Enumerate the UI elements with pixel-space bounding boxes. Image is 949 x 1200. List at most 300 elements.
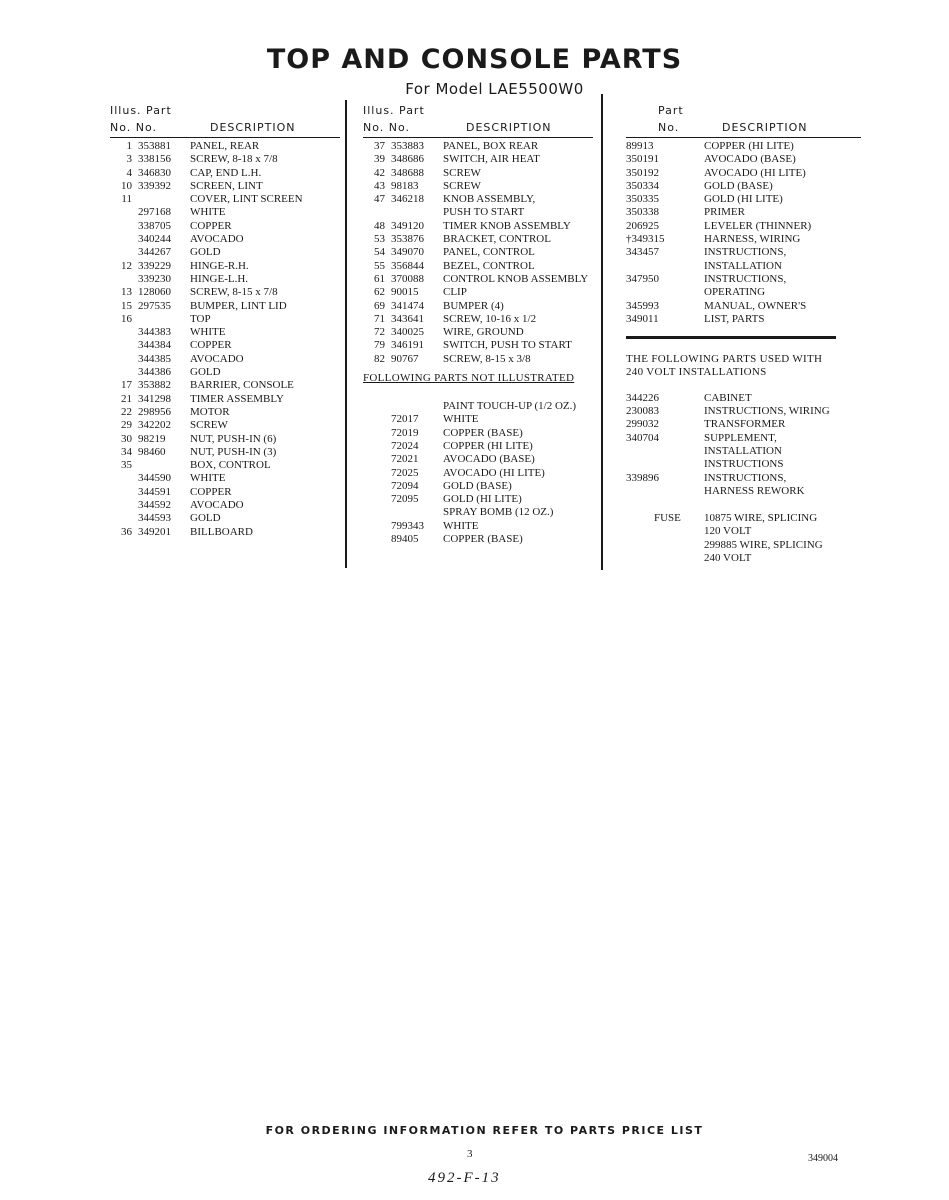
description: GOLD (HI LITE) [704, 193, 783, 206]
description: MOTOR [190, 405, 230, 418]
description: COPPER (HI LITE) [443, 439, 533, 452]
illus-no: 1 [126, 140, 132, 152]
table-row [626, 260, 861, 273]
page-subtitle: For Model LAE5500W0 [405, 80, 584, 98]
parts-column-2 [363, 104, 593, 546]
volt240-heading-line2: 240 VOLT INSTALLATIONS [626, 366, 767, 379]
table-row [110, 339, 340, 352]
table-row [626, 273, 861, 286]
description: COPPER [190, 339, 232, 352]
header-description: DESCRIPTION [466, 121, 552, 134]
table-row [363, 413, 593, 426]
part-no: 348686 [391, 153, 424, 166]
part-no: 341474 [391, 299, 424, 312]
description: PRIMER [704, 206, 745, 219]
part-no: 350335 [626, 193, 659, 206]
illus-no: 10 [121, 179, 132, 192]
description: CAP, END L.H. [190, 166, 262, 179]
description: AVOCADO [190, 499, 244, 512]
volt240-heading [626, 353, 861, 380]
table-row [363, 440, 593, 453]
illus-no: 53 [374, 233, 385, 246]
illus-no: 61 [374, 272, 385, 285]
illus-no: 37 [374, 140, 385, 152]
illus-no: 17 [121, 379, 132, 392]
part-no: 348688 [391, 166, 424, 179]
description: AVOCADO (BASE) [704, 153, 796, 166]
part-no: 344593 [138, 512, 171, 525]
part-no: 297168 [138, 206, 171, 219]
part-no: 344384 [138, 339, 171, 352]
table-row [110, 499, 340, 512]
part-no: 90767 [391, 352, 419, 365]
part-no: 344591 [138, 485, 171, 498]
table-row [363, 193, 593, 206]
description: COPPER (BASE) [443, 533, 523, 546]
table-row [626, 233, 861, 246]
part-no: 344226 [626, 391, 659, 404]
table-row [363, 326, 593, 339]
part-no: 206925 [626, 219, 659, 232]
table-row [110, 233, 340, 246]
header-description: DESCRIPTION [210, 121, 296, 134]
part-no: 353882 [138, 379, 171, 392]
description: HINGE-L.H. [190, 272, 249, 285]
description: INSTRUCTIONS, WIRING [704, 405, 830, 418]
table-row [626, 246, 861, 259]
header-description: DESCRIPTION [722, 121, 808, 134]
description: INSTALLATION [704, 444, 782, 457]
description: BOX, CONTROL [190, 459, 271, 472]
part-no: 128060 [138, 286, 171, 299]
table-row [110, 326, 340, 339]
illus-no: 47 [374, 193, 385, 206]
table-row [363, 140, 593, 153]
description: INSTRUCTIONS, [704, 471, 787, 484]
description: WHITE [443, 413, 479, 426]
part-no: 353883 [391, 140, 424, 152]
description: COPPER (BASE) [443, 426, 523, 439]
description: SCREW [443, 179, 481, 192]
part-no: 339896 [626, 471, 659, 484]
part-no: 356844 [391, 259, 424, 272]
description: HARNESS, WIRING [704, 233, 801, 246]
header-no: No. [658, 121, 680, 134]
header-rule [626, 137, 861, 138]
description: NUT, PUSH-IN (6) [190, 432, 277, 445]
table-row [363, 206, 593, 219]
illus-no: 35 [121, 459, 132, 472]
part-no: 346191 [391, 339, 424, 352]
part-no: 344386 [138, 366, 171, 379]
table-row [110, 419, 340, 432]
volt240-heading-line1: THE FOLLOWING PARTS USED WITH [626, 353, 823, 366]
header-no-no: No. No. [110, 121, 158, 134]
table-row [626, 405, 861, 418]
description: INSTALLATION [704, 259, 782, 272]
table-row [110, 313, 340, 326]
part-no: †349315 [626, 233, 665, 246]
illus-no: 55 [374, 259, 385, 272]
part-no: 799343 [391, 519, 424, 532]
description: SCREW [443, 166, 481, 179]
column-header [110, 104, 340, 137]
table-row [363, 467, 593, 480]
description: INSTRUCTIONS, [704, 246, 787, 259]
table-row [110, 153, 340, 166]
table-row [363, 480, 593, 493]
illus-no: 62 [374, 286, 385, 299]
table-row [110, 512, 340, 525]
description: TIMER KNOB ASSEMBLY [443, 219, 571, 232]
description: LEVELER (THINNER) [704, 219, 812, 232]
table-row [110, 472, 340, 485]
table-row [363, 427, 593, 440]
part-no: 344267 [138, 246, 171, 259]
description: WHITE [443, 519, 479, 532]
part-no: 89405 [391, 533, 419, 546]
part-no: 347950 [626, 272, 659, 285]
description: COPPER [190, 485, 232, 498]
description: HINGE-R.H. [190, 259, 249, 272]
description: AVOCADO [190, 352, 244, 365]
illus-no: 15 [121, 299, 132, 312]
table-row [110, 433, 340, 446]
table-row [626, 392, 861, 405]
description: COVER, LINT SCREEN [190, 193, 303, 206]
description: SCREW, 8-15 x 3/8 [443, 352, 531, 365]
part-no: 349011 [626, 312, 659, 325]
part-no: 72094 [391, 479, 419, 492]
description: OPERATING [704, 286, 766, 299]
part-no: 98183 [391, 179, 419, 192]
part-no: 346830 [138, 166, 171, 179]
parts-list [110, 140, 340, 539]
table-row [363, 453, 593, 466]
part-no: 72019 [391, 426, 419, 439]
part-no: 299032 [626, 418, 659, 431]
description: HARNESS REWORK [704, 484, 805, 497]
table-row [363, 246, 593, 259]
table-row [626, 445, 861, 458]
illus-no: 72 [374, 326, 385, 339]
part-no: 345993 [626, 299, 659, 312]
table-row [110, 206, 340, 219]
description: GOLD [190, 366, 221, 379]
table-row [363, 313, 593, 326]
description: SCREW [190, 419, 228, 432]
part-no: 338705 [138, 219, 171, 232]
header-rule [363, 137, 593, 138]
illus-no: 21 [121, 392, 132, 405]
description: TIMER ASSEMBLY [190, 392, 284, 405]
part-no: 349070 [391, 246, 424, 259]
description: BARRIER, CONSOLE [190, 379, 294, 392]
part-no: 90015 [391, 286, 419, 299]
illus-no: 30 [121, 432, 132, 445]
table-row [363, 233, 593, 246]
table-row [363, 533, 593, 546]
part-no: 349120 [391, 219, 424, 232]
parts-column-1 [110, 104, 340, 539]
fuse-line: 240 VOLT [704, 552, 752, 565]
illus-no: 12 [121, 259, 132, 272]
illus-no: 54 [374, 246, 385, 259]
table-row [110, 353, 340, 366]
table-row [110, 366, 340, 379]
part-no: 342202 [138, 419, 171, 432]
part-no: 350191 [626, 153, 659, 166]
table-row [626, 458, 861, 471]
description: INSTRUCTIONS [704, 458, 784, 471]
illus-no: 71 [374, 312, 385, 325]
fuse-line: 10875 WIRE, SPLICING [704, 512, 818, 525]
table-row [110, 526, 340, 539]
illus-no: 13 [121, 286, 132, 299]
table-row [363, 153, 593, 166]
part-no: 98219 [138, 432, 166, 445]
table-row [110, 286, 340, 299]
description: COPPER (HI LITE) [704, 140, 794, 152]
description: WHITE [190, 472, 226, 485]
part-no: 350338 [626, 206, 659, 219]
description: AVOCADO (BASE) [443, 453, 535, 466]
table-row [363, 506, 593, 519]
part-no: 230083 [626, 405, 659, 418]
description: AVOCADO (HI LITE) [443, 466, 545, 479]
page-number: 3 [467, 1148, 473, 1160]
description: BUMPER (4) [443, 299, 504, 312]
part-no: 339229 [138, 259, 171, 272]
document-number: 349004 [808, 1153, 838, 1164]
column-header [626, 104, 861, 137]
part-no: 353881 [138, 140, 171, 152]
table-row [110, 406, 340, 419]
part-no: 72017 [391, 413, 419, 426]
part-no: 72024 [391, 439, 419, 452]
table-row [110, 393, 340, 406]
description: CONTROL KNOB ASSEMBLY [443, 272, 589, 285]
page-title: TOP AND CONSOLE PARTS [266, 44, 683, 75]
description: SCREW, 8-15 x 7/8 [190, 286, 278, 299]
illus-no: 79 [374, 339, 385, 352]
header-part: Part [658, 104, 684, 117]
description: PUSH TO START [443, 206, 525, 219]
parts-list-240-volt [626, 392, 861, 498]
description: SWITCH, AIR HEAT [443, 153, 540, 166]
part-no: 344592 [138, 499, 171, 512]
part-no: 343457 [626, 246, 659, 259]
header-illus-part: Illus. Part [110, 104, 172, 117]
parts-column-3 [626, 104, 861, 565]
description: MANUAL, OWNER'S [704, 299, 807, 312]
part-no: 98460 [138, 445, 166, 458]
description: BUMPER, LINT LID [190, 299, 287, 312]
not-illustrated-heading: FOLLOWING PARTS NOT ILLUSTRATED [363, 372, 575, 385]
part-no: 339230 [138, 272, 171, 285]
part-no: 344590 [138, 472, 171, 485]
part-no: 343641 [391, 312, 424, 325]
description: SPRAY BOMB (12 OZ.) [443, 506, 554, 519]
description: SCREW, 10-16 x 1/2 [443, 312, 537, 325]
illus-no: 3 [126, 153, 132, 166]
description: WHITE [190, 326, 226, 339]
table-row [363, 260, 593, 273]
part-no: 72095 [391, 493, 419, 506]
illus-no: 34 [121, 445, 132, 458]
table-row [626, 432, 861, 445]
table-row [626, 313, 861, 326]
table-row [110, 486, 340, 499]
header-rule [110, 137, 340, 138]
part-no: 346218 [391, 193, 424, 206]
table-row [110, 220, 340, 233]
part-no: 344385 [138, 352, 171, 365]
description: GOLD (BASE) [443, 479, 512, 492]
illus-no: 36 [121, 525, 132, 538]
description: BILLBOARD [190, 525, 253, 538]
illus-no: 39 [374, 153, 385, 166]
description: SWITCH, PUSH TO START [443, 339, 572, 352]
illus-no: 42 [374, 166, 385, 179]
table-row [110, 459, 340, 472]
illus-no: 48 [374, 219, 385, 232]
part-no: 89913 [626, 140, 654, 152]
table-row [626, 193, 861, 206]
description: SCREEN, LINT [190, 179, 263, 192]
part-no: 297535 [138, 299, 171, 312]
section-rule [626, 336, 836, 339]
parts-list [626, 140, 861, 326]
part-no: 298956 [138, 405, 171, 418]
table-row [626, 220, 861, 233]
table-row [110, 379, 340, 392]
fuse-line: 120 VOLT [704, 525, 752, 538]
description: NUT, PUSH-IN (3) [190, 445, 277, 458]
description: PANEL, CONTROL [443, 246, 535, 259]
description: WIRE, GROUND [443, 326, 524, 339]
table-row [363, 220, 593, 233]
column-divider [345, 100, 347, 568]
table-row [626, 472, 861, 485]
table-row [626, 180, 861, 193]
part-no: 353876 [391, 233, 424, 246]
description: AVOCADO (HI LITE) [704, 166, 806, 179]
table-row [363, 353, 593, 366]
column-divider [601, 94, 603, 570]
table-row [110, 167, 340, 180]
ordering-footer: FOR ORDERING INFORMATION REFER TO PARTS PRICE LIST [265, 1124, 704, 1137]
table-row [110, 246, 340, 259]
description: KNOB ASSEMBLY, [443, 193, 536, 206]
description: BRACKET, CONTROL [443, 233, 551, 246]
description: GOLD (HI LITE) [443, 493, 522, 506]
illus-no: 22 [121, 405, 132, 418]
fuse-label: FUSE [654, 512, 681, 525]
part-no: 72021 [391, 453, 419, 466]
handwritten-note: 492-F-13 [428, 1170, 501, 1186]
table-row [363, 520, 593, 533]
table-row [363, 286, 593, 299]
illus-no: 43 [374, 179, 385, 192]
table-row [110, 180, 340, 193]
column-header [363, 104, 593, 137]
description: PANEL, BOX REAR [443, 140, 539, 152]
part-no: 349201 [138, 525, 171, 538]
table-row [363, 300, 593, 313]
part-no: 338156 [138, 153, 171, 166]
fuse-line: 299885 WIRE, SPLICING [704, 538, 823, 551]
description: PANEL, REAR [190, 140, 260, 152]
table-row [363, 339, 593, 352]
description: GOLD [190, 512, 221, 525]
description: PAINT TOUCH-UP (1/2 OZ.) [443, 400, 577, 413]
description: AVOCADO [190, 233, 244, 246]
description: COPPER [190, 219, 232, 232]
table-row [626, 485, 861, 498]
description: TOP [190, 312, 211, 325]
table-row [626, 167, 861, 180]
description: GOLD [190, 246, 221, 259]
table-row [363, 180, 593, 193]
part-no: 350334 [626, 179, 659, 192]
part-no: 340025 [391, 326, 424, 339]
table-row [626, 286, 861, 299]
part-no: 341298 [138, 392, 171, 405]
part-no: 340244 [138, 233, 171, 246]
illus-no: 16 [121, 312, 132, 325]
parts-list [363, 140, 593, 366]
part-no: 339392 [138, 179, 171, 192]
fuse-block [626, 512, 861, 565]
description: GOLD (BASE) [704, 179, 773, 192]
part-no: 370088 [391, 272, 424, 285]
table-row [363, 167, 593, 180]
description: INSTRUCTIONS, [704, 272, 787, 285]
description: WHITE [190, 206, 226, 219]
part-no: 350192 [626, 166, 659, 179]
part-no: 72025 [391, 466, 419, 479]
table-row [626, 418, 861, 431]
table-row [363, 493, 593, 506]
table-row [626, 300, 861, 313]
table-row [110, 260, 340, 273]
illus-no: 11 [121, 193, 132, 206]
illus-no: 82 [374, 352, 385, 365]
header-illus-part: Illus. Part [363, 104, 425, 117]
table-row [110, 446, 340, 459]
table-row [626, 140, 861, 153]
header-no-no: No. No. [363, 121, 411, 134]
table-row [626, 206, 861, 219]
table-row [110, 300, 340, 313]
parts-list-not-illustrated [363, 400, 593, 546]
description: CABINET [704, 391, 752, 404]
part-no: 344383 [138, 326, 171, 339]
table-row [626, 153, 861, 166]
table-row [110, 193, 340, 206]
illus-no: 4 [126, 166, 132, 179]
table-row [110, 273, 340, 286]
description: CLIP [443, 286, 467, 299]
table-row [363, 400, 593, 413]
description: BEZEL, CONTROL [443, 259, 535, 272]
description: LIST, PARTS [704, 312, 765, 325]
illus-no: 29 [121, 419, 132, 432]
table-row [110, 140, 340, 153]
illus-no: 69 [374, 299, 385, 312]
description: TRANSFORMER [704, 418, 786, 431]
